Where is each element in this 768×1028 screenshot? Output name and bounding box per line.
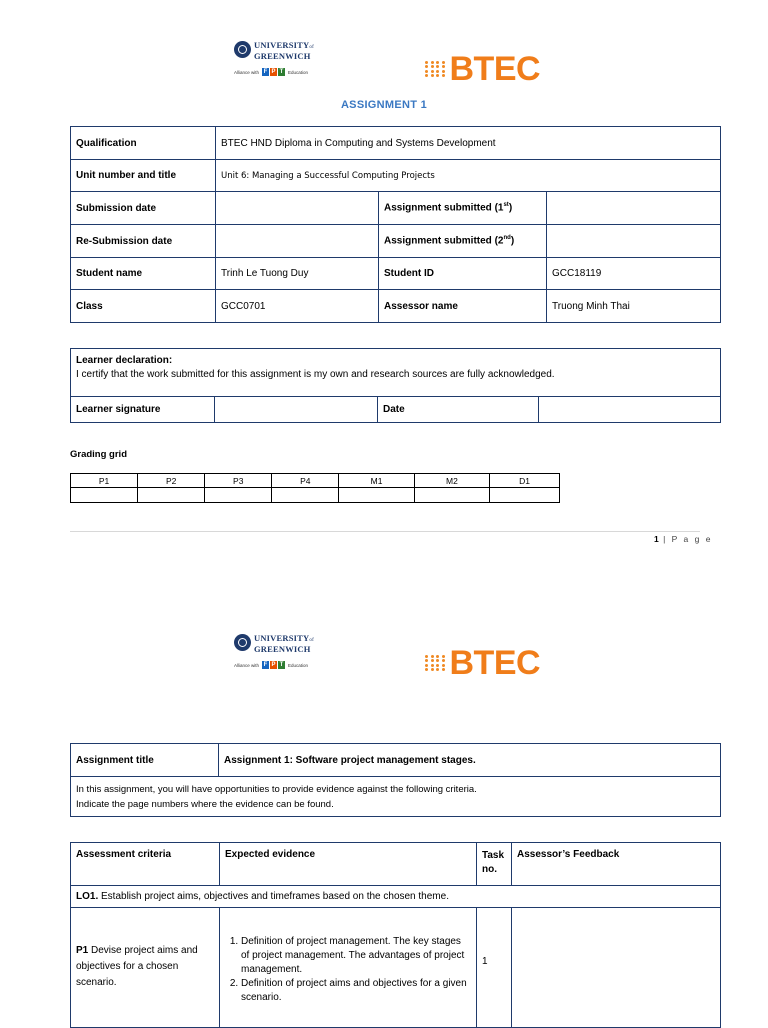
grade-header-m2: M2 bbox=[414, 474, 489, 488]
declaration-text: I certify that the work submitted for this assignment is my own and research sources are fully acknowledged. bbox=[76, 369, 555, 380]
grading-grid-header-row bbox=[71, 474, 560, 488]
alliance-text: Alliance with bbox=[234, 69, 260, 75]
submitted-2-sup: nd bbox=[503, 235, 511, 242]
education-text: Education bbox=[288, 662, 309, 668]
p1-evidence-cell bbox=[220, 908, 477, 1028]
logo-text-of: of bbox=[309, 45, 314, 50]
student-id-label: Student ID bbox=[379, 258, 547, 290]
learner-signature-value bbox=[215, 397, 378, 423]
declaration-cell bbox=[71, 349, 721, 397]
p1-text: Devise project aims and objectives for a chosen scenario. bbox=[76, 945, 198, 988]
learner-signature-label: Learner signature bbox=[71, 397, 215, 423]
submitted-1-text: Assignment submitted (1 bbox=[384, 202, 504, 214]
assignment-intro-cell bbox=[71, 777, 721, 817]
list-item: 1. Definition of project management. The key stages of project management. The advantages of project management. bbox=[241, 935, 471, 977]
btec-logo bbox=[425, 52, 540, 86]
fpt-letter: P bbox=[271, 69, 276, 75]
assessor-feedback-header: Assessor’s Feedback bbox=[512, 843, 721, 886]
alliance-fpt-logo bbox=[234, 68, 308, 76]
student-name-value: Trinh Le Tuong Duy bbox=[216, 258, 379, 290]
list-item: 2. Definition of project aims and objectives for a given scenario. bbox=[241, 977, 471, 1005]
logo-text: GREENWICH bbox=[254, 644, 311, 654]
p1-criterion-cell bbox=[71, 908, 220, 1028]
logo-text: UNIVERSITY bbox=[254, 633, 310, 643]
grade-header-p2: P2 bbox=[138, 474, 205, 488]
assignment-submitted-2-value bbox=[547, 225, 721, 258]
learner-declaration-table bbox=[70, 348, 721, 423]
student-name-label: Student name bbox=[71, 258, 216, 290]
grade-header-m1: M1 bbox=[339, 474, 414, 488]
assessor-name-value: Truong Minh Thai bbox=[547, 290, 721, 323]
task-no-header: Task no. bbox=[477, 843, 512, 886]
assignment-submitted-2-label: Assignment submitted (2nd) bbox=[379, 225, 547, 258]
fpt-logo-icon bbox=[262, 661, 285, 669]
logo-text: UNIVERSITY bbox=[254, 40, 310, 50]
lo1-row bbox=[71, 886, 721, 908]
p1-evidence-list bbox=[225, 935, 471, 1005]
date-label: Date bbox=[378, 397, 539, 423]
logo-text: GREENWICH bbox=[254, 51, 311, 61]
grading-grid-table bbox=[70, 473, 560, 503]
grade-value-p2 bbox=[138, 488, 205, 503]
p1-task-cell: 1 bbox=[477, 908, 512, 1028]
assignment-title-value: Assignment 1: Software project management stages. bbox=[219, 744, 721, 777]
fpt-letter: T bbox=[279, 69, 284, 75]
btec-dots-icon bbox=[425, 655, 446, 672]
btec-logo-2 bbox=[425, 646, 540, 680]
page-divider bbox=[70, 531, 700, 532]
greenwich-crest-icon bbox=[234, 41, 251, 58]
fpt-letter: F bbox=[263, 69, 268, 75]
fpt-letter: T bbox=[279, 662, 284, 668]
btec-dots-icon bbox=[425, 61, 446, 78]
assignment-submitted-1-value bbox=[547, 192, 721, 225]
declaration-heading: Learner declaration: bbox=[76, 355, 173, 366]
lo1-text: Establish project aims, objectives and timeframes based on the chosen theme. bbox=[98, 891, 449, 902]
fpt-letter: P bbox=[271, 662, 276, 668]
grade-value-p1 bbox=[71, 488, 138, 503]
submitted-1-sup: st bbox=[503, 202, 509, 209]
grade-header-p3: P3 bbox=[205, 474, 272, 488]
assignment-heading: ASSIGNMENT 1 bbox=[340, 99, 428, 111]
unit-label: Unit number and title bbox=[71, 160, 216, 192]
alliance-fpt-logo-2 bbox=[234, 661, 308, 669]
btec-text: BTEC bbox=[449, 50, 541, 88]
assessment-criteria-header: Assessment criteria bbox=[71, 843, 220, 886]
grade-header-d1: D1 bbox=[490, 474, 560, 488]
grade-header-p4: P4 bbox=[272, 474, 339, 488]
resubmission-date-value bbox=[216, 225, 379, 258]
grade-value-p4 bbox=[272, 488, 339, 503]
assignment-submitted-1-label: Assignment submitted (1st) bbox=[379, 192, 547, 225]
p1-feedback-cell bbox=[512, 908, 721, 1028]
intro-line-2: Indicate the page numbers where the evidence can be found. bbox=[76, 798, 334, 810]
qualification-value: BTEC HND Diploma in Computing and Systems Development bbox=[216, 127, 721, 160]
grading-grid-value-row bbox=[71, 488, 560, 503]
education-text: Education bbox=[288, 69, 309, 75]
date-value bbox=[539, 397, 721, 423]
university-of-greenwich-logo-2 bbox=[234, 634, 314, 654]
alliance-text: Alliance with bbox=[234, 662, 260, 668]
class-value: GCC0701 bbox=[216, 290, 379, 323]
greenwich-crest-icon bbox=[234, 634, 251, 651]
assessment-criteria-table bbox=[70, 842, 721, 1028]
cover-info-table bbox=[70, 126, 721, 323]
resubmission-date-label: Re-Submission date bbox=[71, 225, 216, 258]
intro-line-1: In this assignment, you will have opportunities to provide evidence against the following criteria. bbox=[76, 783, 477, 795]
grade-value-p3 bbox=[205, 488, 272, 503]
grade-value-d1 bbox=[490, 488, 560, 503]
class-label: Class bbox=[71, 290, 216, 323]
submission-date-value bbox=[216, 192, 379, 225]
fpt-logo-icon bbox=[262, 68, 285, 76]
unit-value: Unit 6: Managing a Successful Computing Projects bbox=[216, 160, 721, 192]
page-number-value: 1 bbox=[654, 534, 659, 544]
fpt-letter: F bbox=[263, 662, 268, 668]
lo1-code: LO1. bbox=[76, 891, 99, 902]
assignment-title-label: Assignment title bbox=[71, 744, 219, 777]
grading-grid-label: Grading grid bbox=[70, 449, 127, 460]
logo-text-of: of bbox=[309, 638, 314, 643]
student-id-value: GCC18119 bbox=[547, 258, 721, 290]
grade-header-p1: P1 bbox=[71, 474, 138, 488]
assignment-title-table bbox=[70, 743, 721, 817]
university-of-greenwich-logo bbox=[234, 41, 314, 61]
page-word: P a g e bbox=[671, 534, 713, 544]
p1-code: P1 bbox=[76, 945, 89, 956]
grade-value-m2 bbox=[414, 488, 489, 503]
submitted-2-text: Assignment submitted (2 bbox=[384, 235, 504, 247]
qualification-label: Qualification bbox=[71, 127, 216, 160]
submission-date-label: Submission date bbox=[71, 192, 216, 225]
btec-text: BTEC bbox=[449, 644, 541, 682]
expected-evidence-header: Expected evidence bbox=[220, 843, 477, 886]
assessor-name-label: Assessor name bbox=[379, 290, 547, 323]
page-number: 1 | P a g e bbox=[654, 534, 713, 544]
grade-value-m1 bbox=[339, 488, 414, 503]
